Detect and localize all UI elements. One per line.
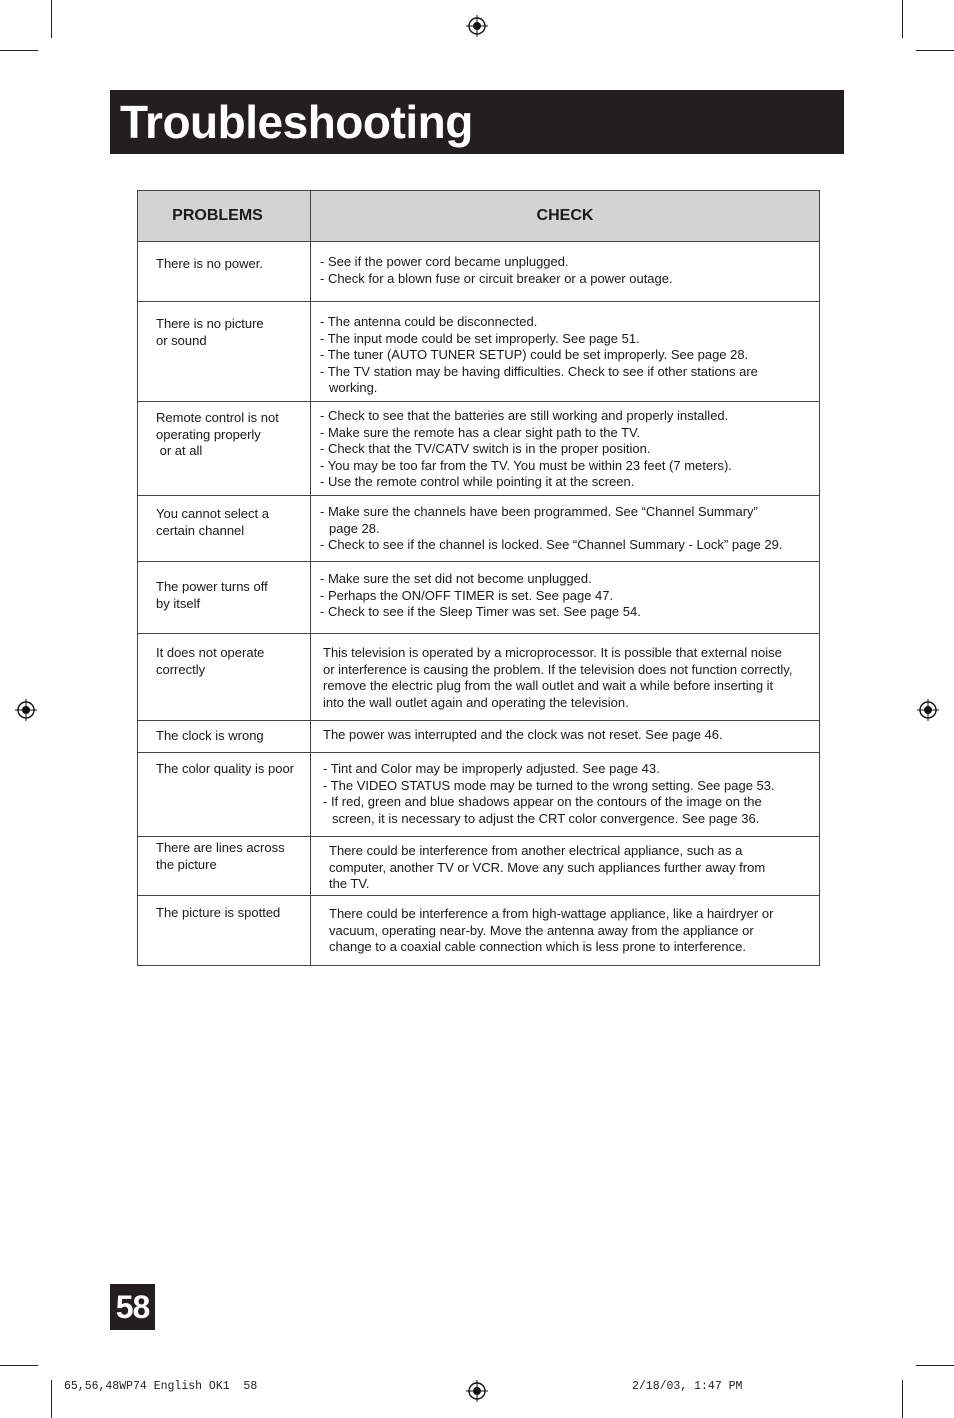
check-cell: - See if the power cord became unplugged. - Check for a blown fuse or circuit breaker or a power outage. bbox=[311, 242, 820, 302]
problem-cell: It does not operate correctly bbox=[138, 634, 311, 721]
problem-cell: The color quality is poor bbox=[138, 753, 311, 837]
problem-cell: You cannot select a certain channel bbox=[138, 496, 311, 562]
problem-cell: The picture is spotted bbox=[138, 896, 311, 966]
table-row bbox=[138, 721, 820, 753]
table-row bbox=[138, 896, 820, 966]
crop-mark bbox=[902, 0, 903, 38]
problem-cell: There is no picture or sound bbox=[138, 302, 311, 402]
troubleshooting-table bbox=[137, 190, 820, 966]
table-row bbox=[138, 634, 820, 721]
table-row bbox=[138, 753, 820, 837]
crop-mark bbox=[916, 50, 954, 51]
check-cell: - Tint and Color may be improperly adjusted. See page 43. - The VIDEO STATUS mode may be turned to the wrong setting. See page 53. - If red, green and blue shadows appear on the contours of the image on the screen, it is necessary to adjust the CRT color convergence. See page 36. bbox=[311, 753, 820, 837]
check-cell: - Make sure the set did not become unplugged. - Perhaps the ON/OFF TIMER is set. See page 47. - Check to see if the Sleep Timer was set. See page 54. bbox=[311, 562, 820, 634]
registration-mark-icon bbox=[466, 1380, 488, 1402]
registration-mark-icon bbox=[466, 15, 488, 37]
table-row bbox=[138, 496, 820, 562]
crop-mark bbox=[902, 1380, 903, 1418]
crop-mark bbox=[0, 1365, 38, 1366]
header-problems: PROBLEMS bbox=[138, 191, 311, 242]
table-row bbox=[138, 302, 820, 402]
page-title: Troubleshooting bbox=[120, 96, 473, 148]
table-row bbox=[138, 402, 820, 496]
check-cell: There could be interference a from high-wattage appliance, like a hairdryer or vacuum, operating near-by. Move the antenna away from the appliance or change to a coaxial cable connection which is less prone to interference. bbox=[311, 896, 820, 966]
check-cell: - The antenna could be disconnected. - The input mode could be set improperly. See page 51. - The tuner (AUTO TUNER SETUP) could be set improperly. See page 28. - The TV station may be having difficulties. Check to see if other stations are working. bbox=[311, 302, 820, 402]
registration-mark-icon bbox=[917, 699, 939, 721]
problem-cell: The clock is wrong bbox=[138, 721, 311, 753]
check-cell: The power was interrupted and the clock was not reset. See page 46. bbox=[311, 721, 820, 753]
title-bar bbox=[110, 90, 844, 154]
registration-mark-icon bbox=[15, 699, 37, 721]
page-number: 58 bbox=[110, 1284, 155, 1330]
footer-timestamp: 2/18/03, 1:47 PM bbox=[632, 1380, 743, 1393]
table-row bbox=[138, 562, 820, 634]
header-check: CHECK bbox=[311, 191, 820, 242]
crop-mark bbox=[51, 1380, 52, 1418]
problem-cell: The power turns off by itself bbox=[138, 562, 311, 634]
table-row bbox=[138, 242, 820, 302]
problem-cell: There are lines across the picture bbox=[138, 837, 311, 896]
footer-file-info: 65,56,48WP74 English OK1 58 bbox=[64, 1380, 258, 1393]
crop-mark bbox=[51, 0, 52, 38]
crop-mark bbox=[916, 1365, 954, 1366]
problem-cell: There is no power. bbox=[138, 242, 311, 302]
problem-cell: Remote control is not operating properly or at all bbox=[138, 402, 311, 496]
check-cell: There could be interference from another electrical appliance, such as a computer, another TV or VCR. Move any such appliances further away from the TV. bbox=[311, 837, 820, 896]
table-header-row bbox=[138, 191, 820, 242]
check-cell: This television is operated by a microprocessor. It is possible that external noise or interference is causing the problem. If the television does not function correctly, remove the electric plug from the wall outlet and wait a while before inserting it into the wall outlet again and operating the television. bbox=[311, 634, 820, 721]
check-cell: - Check to see that the batteries are still working and properly installed. - Make sure the remote has a clear sight path to the TV. - Check that the TV/CATV switch is in the proper position. - You may be too far from the TV. You must be within 23 feet (7 meters). - Use the remote control while pointing it at the screen. bbox=[311, 402, 820, 496]
table-row bbox=[138, 837, 820, 896]
crop-mark bbox=[0, 50, 38, 51]
check-cell: - Make sure the channels have been programmed. See “Channel Summary” page 28. - Check to see if the channel is locked. See “Channel Summary - Lock” page 29. bbox=[311, 496, 820, 562]
